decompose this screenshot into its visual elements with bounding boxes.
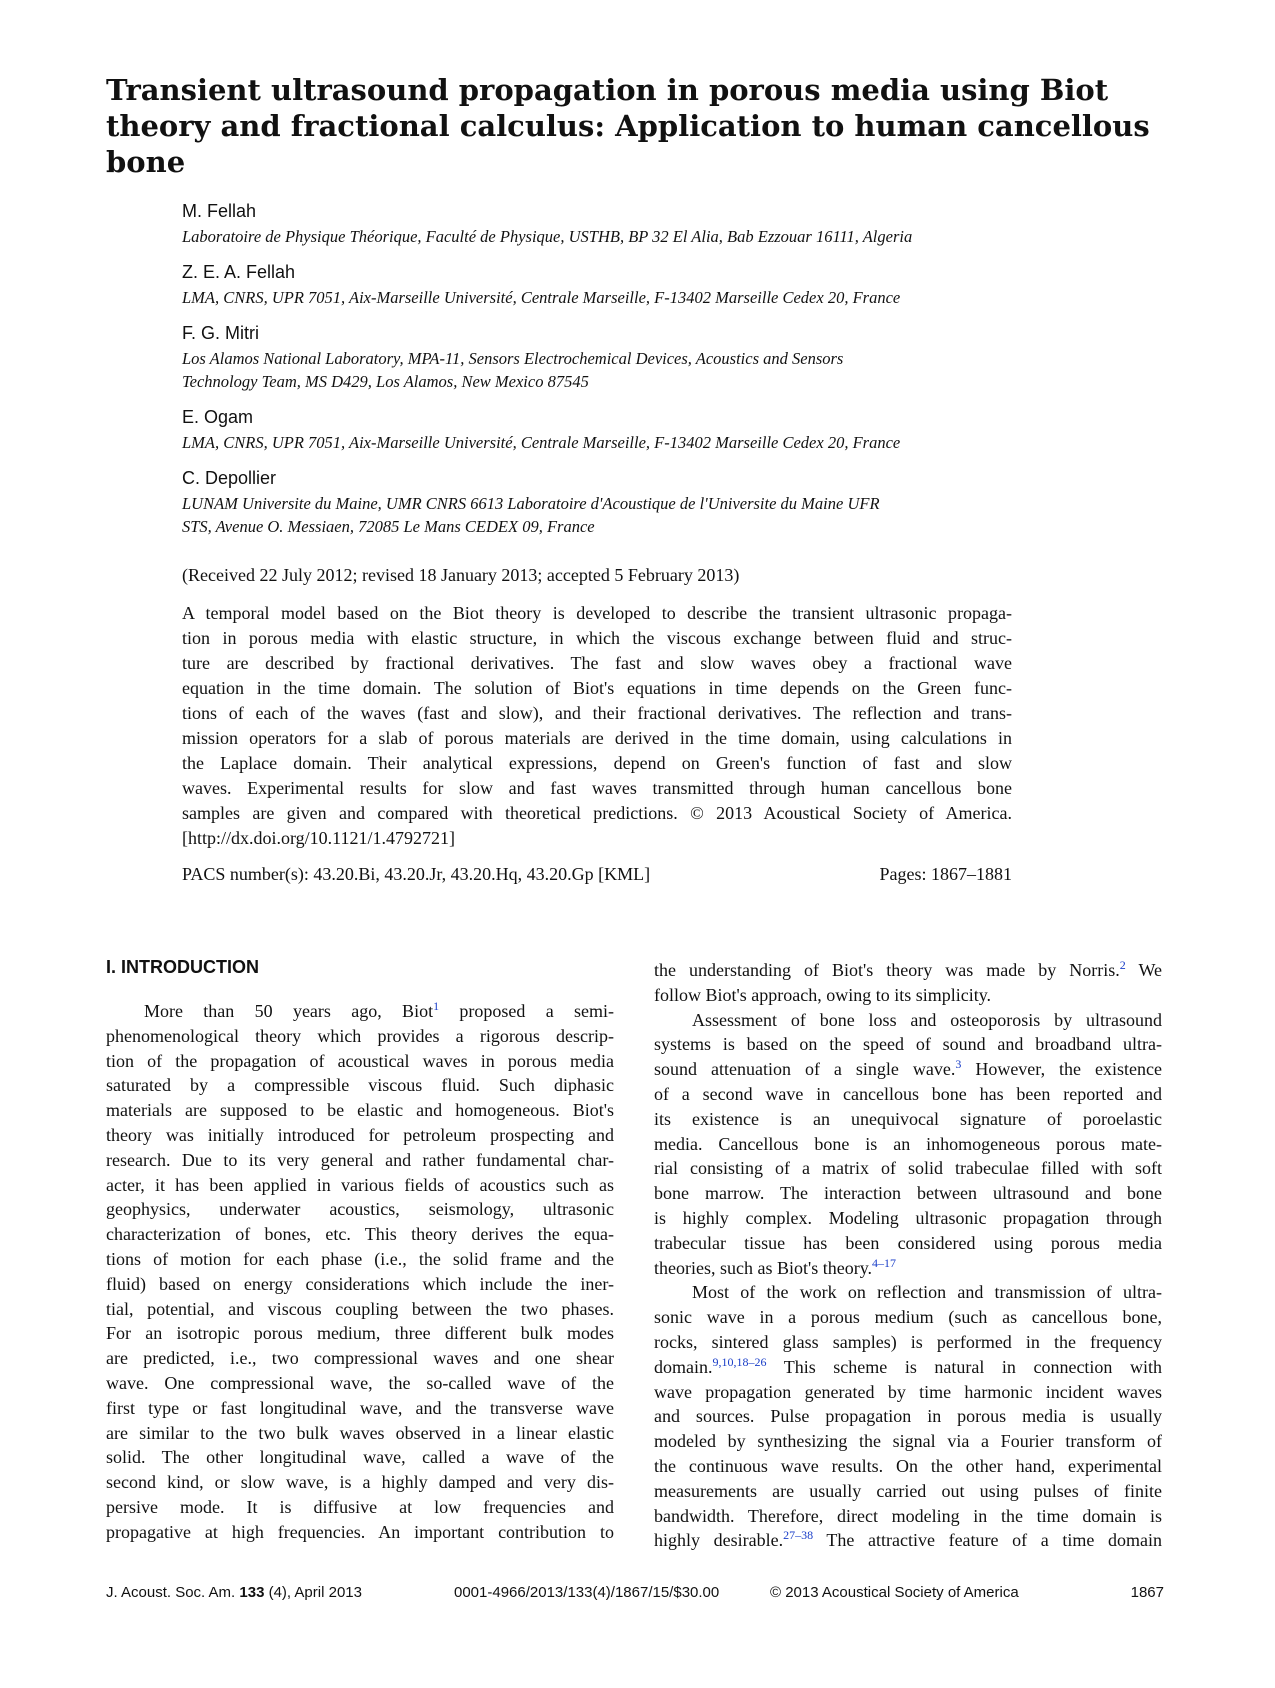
text-line (106, 1173, 614, 1198)
line-text: wave. One compressional wave, the so-called wave of the (106, 1372, 614, 1393)
line-text: wave propagation generated by time harmonic incident waves (654, 1381, 1162, 1402)
text-line (106, 1098, 614, 1123)
line-text: proposed a semi- (439, 1001, 615, 1021)
line-text: measurements are usually carried out using pulses of finite (654, 1480, 1162, 1501)
line-text: modeled by synthesizing the signal via a Fourier transform of (654, 1431, 1162, 1452)
author-affiliation (182, 225, 1192, 248)
text-line (654, 1280, 1162, 1305)
affiliation-line: LMA, CNRS, UPR 7051, Aix-Marseille Université, Centrale Marseille, F-13402 Marseille Cedex 20, France (182, 288, 901, 307)
line-text: Most of the work on reflection and transmission of ultra- (692, 1282, 1162, 1303)
line-text: fluid) based on energy considerations which include the iner- (106, 1273, 614, 1294)
footer-copyright: © 2013 Acoustical Society of America (770, 1584, 1019, 1601)
text-line (106, 1049, 614, 1074)
line-text: and sources. Pulse propagation in porous media is usually (654, 1406, 1162, 1427)
affiliation-line: Technology Team, MS D429, Los Alamos, New Mexico 87545 (182, 372, 589, 391)
line-text: bone marrow. The interaction between ultrasound and bone (654, 1183, 1162, 1204)
citation-ref-link[interactable]: 4–17 (872, 1255, 897, 1270)
text-line (106, 1396, 614, 1421)
line-text: is highly complex. Modeling ultrasonic propagation through (654, 1207, 1162, 1228)
affiliation-line: STS, Avenue O. Messiaen, 72085 Le Mans CEDEX 09, France (182, 517, 595, 536)
author-affiliation (182, 431, 1192, 454)
line-text: For an isotropic porous medium, three different bulk modes (106, 1323, 614, 1344)
author-block (182, 406, 1192, 454)
line-text: its existence is an unequivocal signature of poroelastic (654, 1108, 1162, 1129)
line-text: saturated by a compressible viscous fluid. Such diphasic (106, 1075, 614, 1096)
text-line (654, 983, 1162, 1008)
text-line (654, 1355, 1162, 1380)
line-text: More than 50 years ago, Biot (144, 1001, 434, 1021)
page-number: 1867 (1130, 1584, 1164, 1601)
title-line: bone (106, 145, 186, 179)
text-line (106, 1421, 614, 1446)
text-line (106, 1222, 614, 1247)
text-line (654, 1231, 1162, 1256)
text-line (106, 1123, 614, 1148)
line-text: phenomenological theory which provides a rigorous descrip- (106, 1025, 614, 1046)
author-name: C. Depollier (182, 468, 277, 488)
line-text: acter, it has been applied in various fields of acoustics such as (106, 1174, 614, 1195)
text-line (654, 1330, 1162, 1355)
author-list (182, 200, 1192, 551)
line-text: follow Biot's approach, owing to its simplicity. (654, 984, 992, 1005)
citation-ref-link[interactable]: 3 (955, 1057, 962, 1072)
text-line (654, 1181, 1162, 1206)
line-text: solid. The other longitudinal wave, called a wave of the (106, 1447, 614, 1468)
line-text: We (1125, 960, 1163, 980)
author-block (182, 200, 1192, 248)
text-line (106, 1445, 614, 1470)
text-line (106, 1297, 614, 1322)
text-line (654, 1404, 1162, 1429)
text-line (106, 1346, 614, 1371)
citation-ref-link[interactable]: 1 (433, 999, 440, 1013)
abstract-line: tions of each of the waves (fast and slow), and their fractional derivatives. The reflection and trans- (182, 703, 1012, 723)
text-line (106, 1520, 614, 1545)
abstract-line: equation in the time domain. The solution of Biot's equations in time depends on the Green func- (182, 678, 1012, 698)
section-heading: I. INTRODUCTION (106, 957, 259, 977)
citation-ref-link[interactable]: 9,10,18–26 (712, 1354, 767, 1369)
journal-name: J. Acoust. Soc. Am. (106, 1584, 240, 1601)
abstract-line: ture are described by fractional derivatives. The fast and slow waves obey a fractional wave (182, 653, 1012, 673)
text-line (654, 1256, 1162, 1281)
line-text: highly desirable. (654, 1530, 784, 1551)
citation-ref-link[interactable]: 27–38 (783, 1528, 814, 1543)
text-line (106, 1247, 614, 1272)
affiliation-line: LUNAM Universite du Maine, UMR CNRS 6613 Laboratoire d'Acoustique de l'Universite du Maine UFR (182, 494, 880, 513)
doi-link[interactable]: [http://dx.doi.org/10.1121/1.4792721] (182, 828, 455, 848)
line-text: This scheme is natural in connection with (766, 1356, 1162, 1377)
author-name: F. G. Mitri (182, 323, 259, 343)
line-text: sonic wave in a porous medium (such as cancellous bone, (654, 1307, 1162, 1328)
right-column (654, 958, 1162, 1553)
text-line (654, 1206, 1162, 1231)
abstract-line: the Laplace domain. Their analytical expressions, depend on Green's function of fast and slow (182, 753, 1012, 773)
right-column-body (654, 958, 1162, 1553)
abstract-line: mission operators for a slab of porous materials are derived in the time domain, using calculations in (182, 728, 1012, 748)
line-text: propagative at high frequencies. An important contribution to (106, 1521, 614, 1542)
journal-issue: (4), April 2013 (264, 1584, 362, 1601)
line-text: bandwidth. Therefore, direct modeling in the time domain is (654, 1505, 1162, 1526)
pacs-numbers: PACS number(s): 43.20.Bi, 43.20.Jr, 43.20.Hq, 43.20.Gp [KML] (182, 864, 651, 884)
line-text: are similar to the two bulk waves observed in a linear elastic (106, 1422, 614, 1443)
affiliation-line: LMA, CNRS, UPR 7051, Aix-Marseille Université, Centrale Marseille, F-13402 Marseille Cedex 20, France (182, 433, 901, 452)
line-text: domain. (654, 1356, 713, 1377)
line-text: rial consisting of a matrix of solid trabeculae filled with soft (654, 1158, 1162, 1179)
author-affiliation (182, 286, 1192, 309)
line-text: The attractive feature of a time domain (813, 1530, 1162, 1551)
line-text: geophysics, underwater acoustics, seismology, ultrasonic (106, 1199, 614, 1220)
author-name: E. Ogam (182, 407, 254, 427)
abstract-line: waves. Experimental results for slow and fast waves transmitted through human cancellous bone (182, 778, 1012, 798)
text-line (106, 1024, 614, 1049)
paper-title (106, 72, 1186, 180)
line-text: rocks, sintered glass samples) is performed in the frequency (654, 1331, 1162, 1352)
article-code: 0001-4966/2013/133(4)/1867/15/$30.00 (454, 1584, 720, 1601)
page-range: Pages: 1867–1881 (879, 864, 1012, 884)
text-line (654, 1504, 1162, 1529)
text-line (106, 1495, 614, 1520)
pacs-line (182, 862, 1012, 886)
affiliation-line: Laboratoire de Physique Théorique, Faculté de Physique, USTHB, BP 32 El Alia, Bab Ezzouar 16111, Algeria (182, 227, 913, 246)
text-line (654, 1107, 1162, 1132)
line-text: persive mode. It is diffusive at low frequencies and (106, 1496, 614, 1517)
text-line (654, 1305, 1162, 1330)
text-line (106, 1470, 614, 1495)
text-line (654, 1156, 1162, 1181)
line-text: tion of the propagation of acoustical waves in porous media (106, 1050, 614, 1071)
text-line (654, 1429, 1162, 1454)
journal-citation (106, 1583, 362, 1603)
text-line (106, 1272, 614, 1297)
title-line: Transient ultrasound propagation in porous media using Biot (106, 73, 1109, 107)
line-text: the continuous wave results. On the other hand, experimental (654, 1455, 1162, 1476)
text-line (106, 1073, 614, 1098)
text-line (106, 1321, 614, 1346)
author-block (182, 467, 1192, 538)
author-block (182, 261, 1192, 309)
text-line (654, 1082, 1162, 1107)
line-text: systems is based on the speed of sound and broadband ultra- (654, 1034, 1162, 1055)
abstract-line: samples are given and compared with theoretical predictions. © 2013 Acoustical Society of America. (182, 803, 1012, 823)
text-line (654, 1380, 1162, 1405)
text-line (654, 1057, 1162, 1082)
left-column (106, 955, 614, 1545)
author-name: M. Fellah (182, 201, 257, 221)
text-line (106, 1197, 614, 1222)
author-name: Z. E. A. Fellah (182, 262, 296, 282)
abstract (182, 601, 1012, 851)
line-text: second kind, or slow wave, is a highly damped and very dis- (106, 1472, 614, 1493)
title-line: theory and fractional calculus: Application to human cancellous (106, 109, 1150, 143)
left-column-body (106, 999, 614, 1545)
line-text: Assessment of bone loss and osteoporosis by ultrasound (692, 1009, 1162, 1030)
line-text: materials are supposed to be elastic and homogeneous. Biot's (106, 1100, 614, 1121)
line-text: sound attenuation of a single wave. (654, 1059, 956, 1080)
line-text: tions of motion for each phase (i.e., the solid frame and the (106, 1248, 614, 1269)
text-line (654, 1032, 1162, 1057)
abstract-line: A temporal model based on the Biot theory is developed to describe the transient ultrasonic propaga- (182, 603, 1012, 623)
author-affiliation (182, 492, 1192, 538)
line-text: tial, potential, and viscous coupling between the two phases. (106, 1298, 614, 1319)
text-line (654, 958, 1162, 983)
author-block (182, 322, 1192, 393)
text-line (654, 1454, 1162, 1479)
journal-volume: 133 (239, 1584, 265, 1601)
abstract-line: tion in porous media with elastic structure, in which the viscous exchange between fluid and struc- (182, 628, 1012, 648)
citation-ref-link[interactable]: 2 (1119, 958, 1126, 972)
line-text: of a second wave in cancellous bone has been reported and (654, 1083, 1162, 1104)
line-text: are predicted, i.e., two compressional waves and one shear (106, 1348, 614, 1369)
text-line (654, 1132, 1162, 1157)
line-text: media. Cancellous bone is an inhomogeneous porous mate- (654, 1133, 1162, 1154)
line-text: first type or fast longitudinal wave, and the transverse wave (106, 1397, 614, 1418)
line-text: characterization of bones, etc. This theory derives the equa- (106, 1224, 614, 1245)
line-text: the understanding of Biot's theory was made by Norris. (654, 960, 1120, 980)
text-line (654, 1008, 1162, 1033)
line-text: theory was initially introduced for petroleum prospecting and (106, 1124, 614, 1145)
line-text: However, the existence (961, 1059, 1162, 1080)
text-line (654, 1528, 1162, 1553)
line-text: trabecular tissue has been considered using porous media (654, 1232, 1162, 1253)
text-line (106, 1148, 614, 1173)
affiliation-line: Los Alamos National Laboratory, MPA-11, Sensors Electrochemical Devices, Acoustics and Sensors (182, 349, 844, 368)
text-line (654, 1479, 1162, 1504)
author-affiliation (182, 347, 1192, 393)
received-dates: (Received 22 July 2012; revised 18 January 2013; accepted 5 February 2013) (182, 565, 740, 585)
line-text: research. Due to its very general and rather fundamental char- (106, 1149, 614, 1170)
line-text: theories, such as Biot's theory. (654, 1257, 873, 1278)
text-line (106, 999, 614, 1024)
text-line (106, 1371, 614, 1396)
